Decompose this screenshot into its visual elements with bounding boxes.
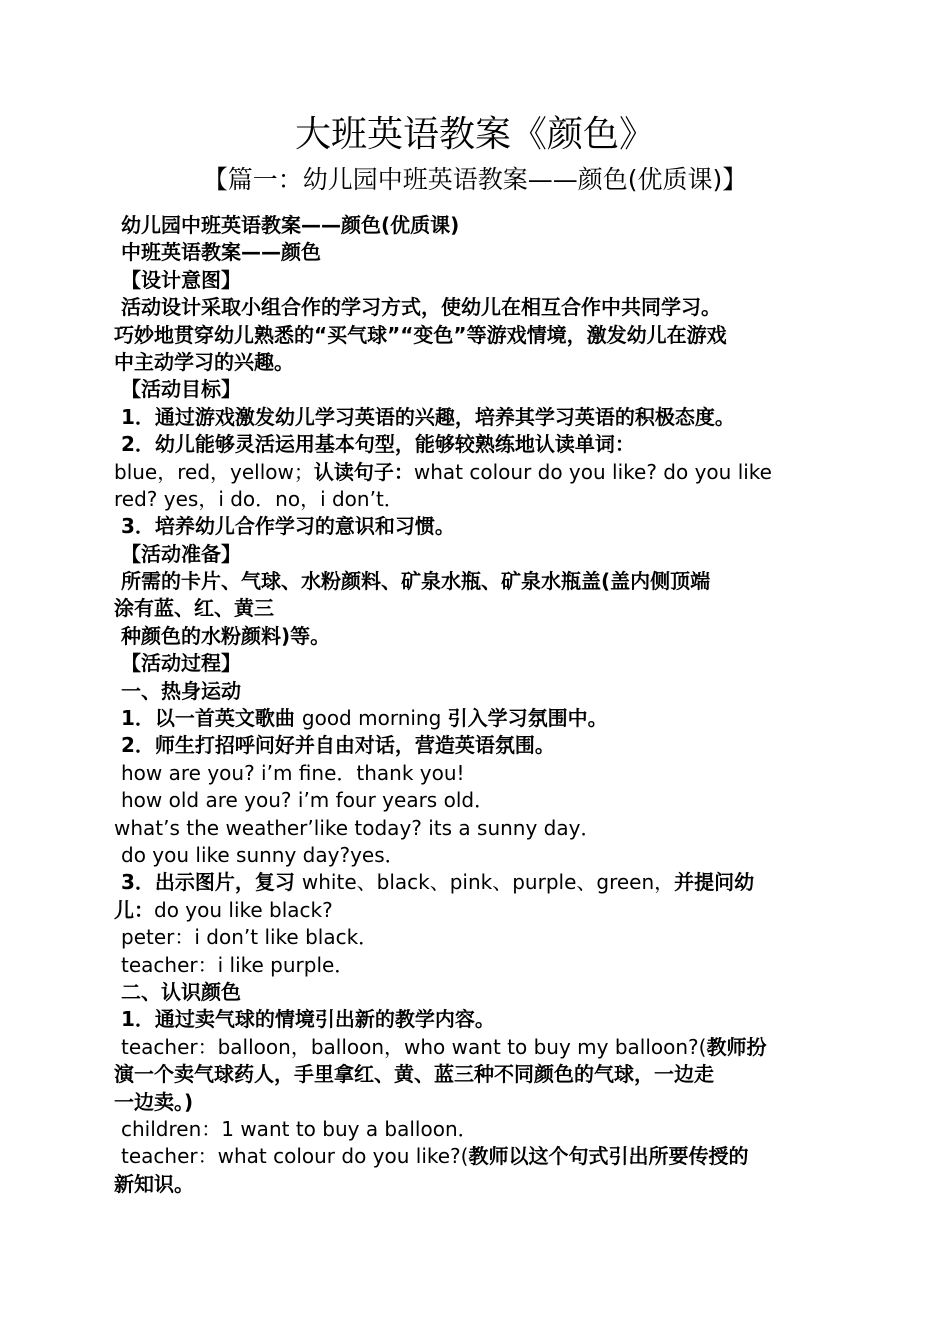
- text-line: [114, 1089, 844, 1116]
- text-line: [114, 760, 844, 787]
- text-line: [114, 732, 844, 759]
- text-segment: 【活动目标】: [121, 377, 241, 402]
- text-segment: teacher：i like purple．: [121, 952, 355, 977]
- text-segment: 【设计意图】: [121, 267, 241, 292]
- text-segment: children：1 want to buy a balloon．: [121, 1116, 478, 1141]
- text-segment: 教师以这个句式引出所要传授的: [468, 1144, 749, 1169]
- text-segment: 一边卖。): [114, 1089, 194, 1114]
- text-line: [114, 869, 844, 896]
- text-segment: good morning: [301, 706, 448, 731]
- text-segment: what’s the weather’like today? its a sunny day．: [114, 815, 601, 840]
- text-segment: blue，red，yellow；: [114, 459, 314, 484]
- text-segment: 引入学习氛围中。: [447, 706, 608, 731]
- document-subtitle: 【篇一：幼儿园中班英语教案——颜色(优质课)】: [202, 165, 748, 194]
- document-title: 大班英语教案《颜色》: [294, 114, 655, 155]
- text-segment: 一、热身运动: [121, 678, 241, 703]
- text-segment: how are you? i’m fine．thank you!: [121, 760, 465, 785]
- text-line: [114, 623, 844, 650]
- text-line: [114, 595, 844, 622]
- text-segment: 认读句子：: [313, 459, 414, 484]
- text-segment: 并提问幼: [674, 870, 755, 895]
- text-segment: 所需的卡片、气球、水粉颜料、矿泉水瓶、矿泉水瓶盖(盖内侧顶端: [121, 569, 711, 594]
- text-segment: 【活动准备】: [121, 541, 241, 566]
- text-segment: 2．幼儿能够灵活运用基本句型，能够较熟练地认读单词：: [121, 432, 635, 457]
- text-line: [114, 513, 844, 540]
- text-line: [114, 1034, 844, 1061]
- text-line: [114, 815, 844, 842]
- text-line: [114, 239, 844, 266]
- text-line: [114, 486, 844, 513]
- text-segment: peter：i don’t like black．: [121, 925, 379, 950]
- text-line: [114, 349, 844, 376]
- text-segment: 教师扮: [706, 1034, 767, 1059]
- document-body: [114, 212, 844, 1198]
- text-segment: 1．通过游戏激发幼儿学习英语的兴趣，培养其学习英语的积极态度。: [121, 404, 735, 429]
- text-line: [114, 322, 844, 349]
- text-line: [114, 842, 844, 869]
- text-line: [114, 678, 844, 705]
- text-line: [114, 952, 844, 979]
- text-line: [114, 267, 844, 294]
- text-line: [114, 541, 844, 568]
- text-line: [114, 376, 844, 403]
- text-segment: 二、认识颜色: [121, 979, 241, 1004]
- text-segment: 【活动过程】: [121, 651, 241, 676]
- text-segment: 巧妙地贯穿幼儿熟悉的“买气球”“变色”等游戏情境，激发幼儿在游戏: [114, 322, 727, 347]
- text-segment: 演一个卖气球药人，手里拿红、黄、蓝三种不同颜色的气球，一边走: [114, 1062, 714, 1087]
- text-line: [114, 705, 844, 732]
- text-line: [114, 979, 844, 1006]
- text-line: [114, 1061, 844, 1088]
- text-line: [114, 431, 844, 458]
- text-segment: 中主动学习的兴趣。: [114, 349, 294, 374]
- text-segment: white、black、pink、purple、green，: [301, 870, 675, 895]
- text-segment: how old are you? i’m four years old．: [121, 788, 495, 813]
- text-line: [114, 1116, 844, 1143]
- text-segment: 2．师生打招呼问好并自由对话，营造英语氛围。: [121, 733, 555, 758]
- text-line: [114, 650, 844, 677]
- text-segment: 活动设计采取小组合作的学习方式，使幼儿在相互合作中共同学习。: [121, 295, 721, 320]
- text-line: [114, 1006, 844, 1033]
- text-segment: 1．通过卖气球的情境引出新的教学内容。: [121, 1007, 495, 1032]
- text-segment: 中班英语教案——颜色: [121, 240, 321, 265]
- text-segment: 幼儿园中班英语教案——颜色(优质课): [121, 213, 460, 237]
- text-segment: teacher：balloon，balloon，who want to buy my balloon?(: [121, 1034, 707, 1059]
- text-segment: do you like sunny day?yes．: [121, 842, 405, 867]
- text-segment: teacher：what colour do you like?(: [121, 1144, 469, 1169]
- text-line: [114, 1143, 844, 1170]
- text-segment: red? yes，i do．no，i don’t．: [114, 486, 404, 511]
- text-line: [114, 787, 844, 814]
- text-segment: 新知识。: [114, 1171, 194, 1196]
- text-segment: 种颜色的水粉颜料)等。: [121, 623, 331, 648]
- text-line: [114, 404, 844, 431]
- text-segment: 3．出示图片，复习: [121, 870, 302, 895]
- text-line: [114, 924, 844, 951]
- text-segment: 1．以一首英文歌曲: [121, 706, 302, 731]
- text-line: [114, 1171, 844, 1198]
- text-segment: what colour do you like? do you like: [413, 459, 772, 484]
- text-line: [114, 459, 844, 486]
- text-line: [114, 897, 844, 924]
- text-segment: do you like black?: [154, 897, 333, 922]
- text-segment: 3．培养幼儿合作学习的意识和习惯。: [121, 514, 455, 539]
- text-line: [114, 294, 844, 321]
- text-segment: 儿：: [114, 897, 154, 922]
- text-segment: 涂有蓝、红、黄三: [114, 596, 274, 621]
- text-line: [114, 212, 844, 239]
- text-line: [114, 568, 844, 595]
